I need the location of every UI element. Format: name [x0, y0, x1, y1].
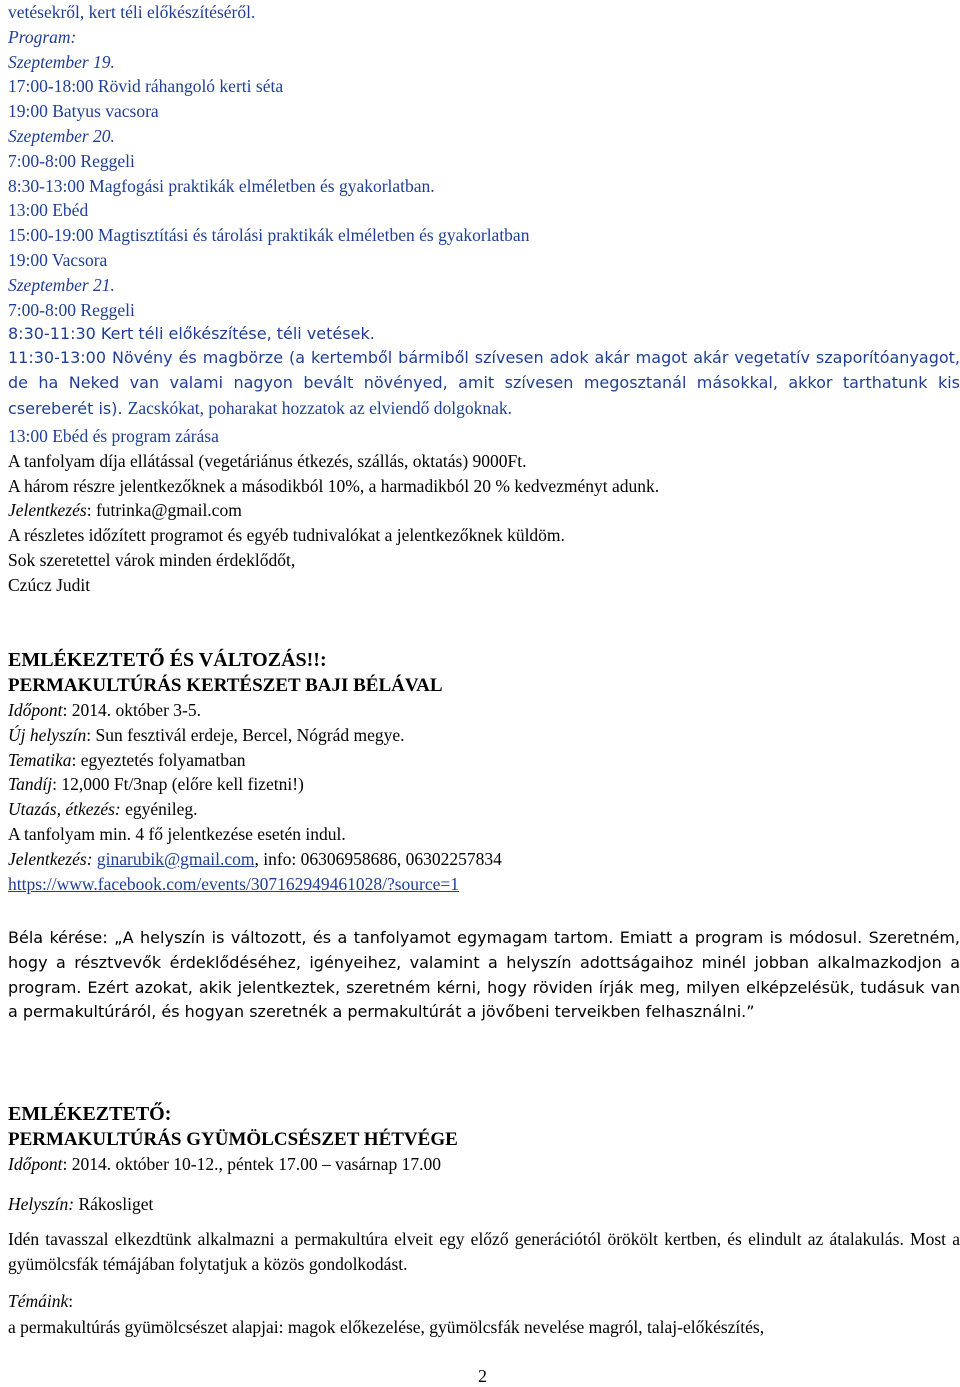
signature-line: Czúcz Judit	[8, 574, 91, 595]
day-2-item: 8:30-13:00 Magfogási praktikák elméletben és gyakorlatban.	[8, 175, 435, 196]
date-value: : 2014. október 3-5.	[62, 700, 201, 720]
topics-label-line	[8, 1289, 73, 1314]
travel-label: Utazás, étkezés:	[8, 799, 121, 820]
section-2-intro-text: Idén tavasszal elkezdtünk alkalmazni a permakultúra elveit egy előző generációtól örökölt kertben, és elindult az átalakulás. Most a gyümölcsfák témájában folytatjuk a közös gondolkodást.	[8, 1229, 960, 1274]
fee-label: Tandíj	[8, 774, 53, 795]
topic-label: Tematika	[8, 749, 72, 770]
topics-colon: :	[68, 1291, 74, 1311]
date-value: : 2014. október 10-12., péntek 17.00 – vasárnap 17.00	[62, 1154, 442, 1174]
market-text: 11:30-13:00 Növény és magbörze (a kertemből bármiből szívesen adok akár magot akár vegetatív szaporítóanyagot, de ha Neked van valami nagyon bevált növényed, amit szívesen megosztanál másokkal, akkor tarthatunk kis csereberét is).	[8, 348, 960, 418]
discount-line: A három részre jelentkezőknek a másodikból 10%, a harmadikból 20 % kedvezményt adunk.	[8, 475, 660, 496]
section-2-title: PERMAKULTÚRÁS GYÜMÖLCSÉSZET HÉTVÉGE	[8, 1129, 458, 1150]
apply-value: : futrinka@gmail.com	[86, 500, 242, 521]
place-line-2	[8, 1192, 153, 1217]
greeting-line: Sok szeretettel várok minden érdeklődőt,	[8, 549, 296, 570]
bela-request-paragraph	[8, 926, 960, 1025]
fees-section	[8, 424, 659, 598]
topics-label: Témáink	[8, 1291, 69, 1311]
min-participants-line: A tanfolyam min. 4 fő jelentkezése esetén indul.	[8, 823, 346, 844]
day-1-item: 19:00 Batyus vacsora	[8, 101, 159, 122]
day-2-item: 13:00 Ebéd	[8, 200, 89, 221]
place-value: : Sun fesztivál erdeje, Bercel, Nógrád megye.	[86, 724, 405, 745]
apply-email-link[interactable]: ginarubik@gmail.com	[96, 848, 255, 869]
facebook-event-link[interactable]: https://www.facebook.com/events/307162949461028/?source=1	[8, 873, 460, 894]
fee-line: A tanfolyam díja ellátással (vegetáriánus étkezés, szállás, oktatás) 9000Ft.	[8, 450, 527, 471]
apply-line	[8, 498, 659, 523]
program-section	[8, 0, 529, 347]
intro-line: vetésekről, kert téli előkészítéséről.	[8, 2, 256, 22]
day-3-heading: Szeptember 21.	[8, 274, 115, 295]
apply-label: Jelentkezés:	[8, 848, 93, 869]
bela-request-text: Béla kérése: „A helyszín is változott, és a tanfolyamot egymagam tartom. Emiatt a program is módosul. Szeretném, hogy a résztvevők érdeklődéséhez, igényeihez, valamint a helyszín adottságaihoz minél jobban alkalmazkodjon a program. Ezért azokat, akik jelentkeztek, szeretném kérni, hogy röviden írják meg, milyen elképzelésük, tudásuk van a permakultúráról, és hogyan szeretnék a permakultúrát a jövőbeni terveikben felhasználni.”	[8, 928, 960, 1022]
section-1-reminder: EMLÉKEZTETŐ ÉS VÁLTOZÁS!!:	[8, 649, 327, 671]
date-label: Időpont	[8, 1154, 63, 1174]
section-gyumolcseszet	[8, 1102, 458, 1177]
day-2-item: 7:00-8:00 Reggeli	[8, 150, 135, 171]
section-baji-bela	[8, 648, 502, 896]
day-2-item: 19:00 Vacsora	[8, 249, 108, 270]
apply-info: , info: 06306958686, 06302257834	[254, 848, 502, 869]
travel-value: egyénileg.	[120, 799, 198, 820]
date-label: Időpont	[8, 700, 63, 720]
apply-line	[8, 847, 502, 872]
fee-value: : 12,000 Ft/3nap (előre kell fizetni!)	[52, 774, 304, 795]
details-line: A részletes időzített programot és egyéb tudnivalókat a jelentkezőknek küldöm.	[8, 525, 565, 546]
program-label: Program:	[8, 26, 77, 47]
market-paragraph	[8, 346, 960, 421]
day-3-item: 8:30-11:30 Kert téli előkészítése, téli vetések.	[8, 324, 375, 344]
day-3-item: 7:00-8:00 Reggeli	[8, 299, 135, 320]
place-label: Új helyszín	[8, 724, 87, 745]
section-2-intro	[8, 1227, 960, 1276]
apply-label: Jelentkezés	[8, 500, 87, 521]
section-1-title: PERMAKULTÚRÁS KERTÉSZET BAJI BÉLÁVAL	[8, 675, 443, 696]
date-line	[8, 698, 502, 723]
facebook-line	[8, 872, 502, 897]
fee-line	[8, 772, 502, 797]
topics-line: a permakultúrás gyümölcsészet alapjai: magok előkezelése, gyümölcsfák nevelése magról, talaj-előkészítés,	[8, 1317, 765, 1337]
closing-line: 13:00 Ebéd és program zárása	[8, 426, 219, 446]
date-line	[8, 1152, 458, 1177]
day-1-heading: Szeptember 19.	[8, 51, 115, 72]
place-line	[8, 723, 502, 748]
travel-line	[8, 797, 502, 822]
topic-line	[8, 748, 502, 773]
page-number: 2	[478, 1366, 487, 1386]
topic-value: : egyeztetés folyamatban	[71, 749, 246, 770]
place-value: Rákosliget	[74, 1194, 154, 1214]
market-tail: Zacskókat, poharakat hozzatok az elviendő dolgoknak.	[127, 397, 513, 418]
day-2-item: 15:00-19:00 Magtisztítási és tárolási praktikák elméletben és gyakorlatban	[8, 225, 530, 246]
place-label: Helyszín:	[8, 1194, 75, 1214]
day-2-heading: Szeptember 20.	[8, 125, 115, 146]
day-1-item: 17:00-18:00 Rövid ráhangoló kerti séta	[8, 76, 284, 97]
section-2-reminder: EMLÉKEZTETŐ:	[8, 1103, 172, 1125]
